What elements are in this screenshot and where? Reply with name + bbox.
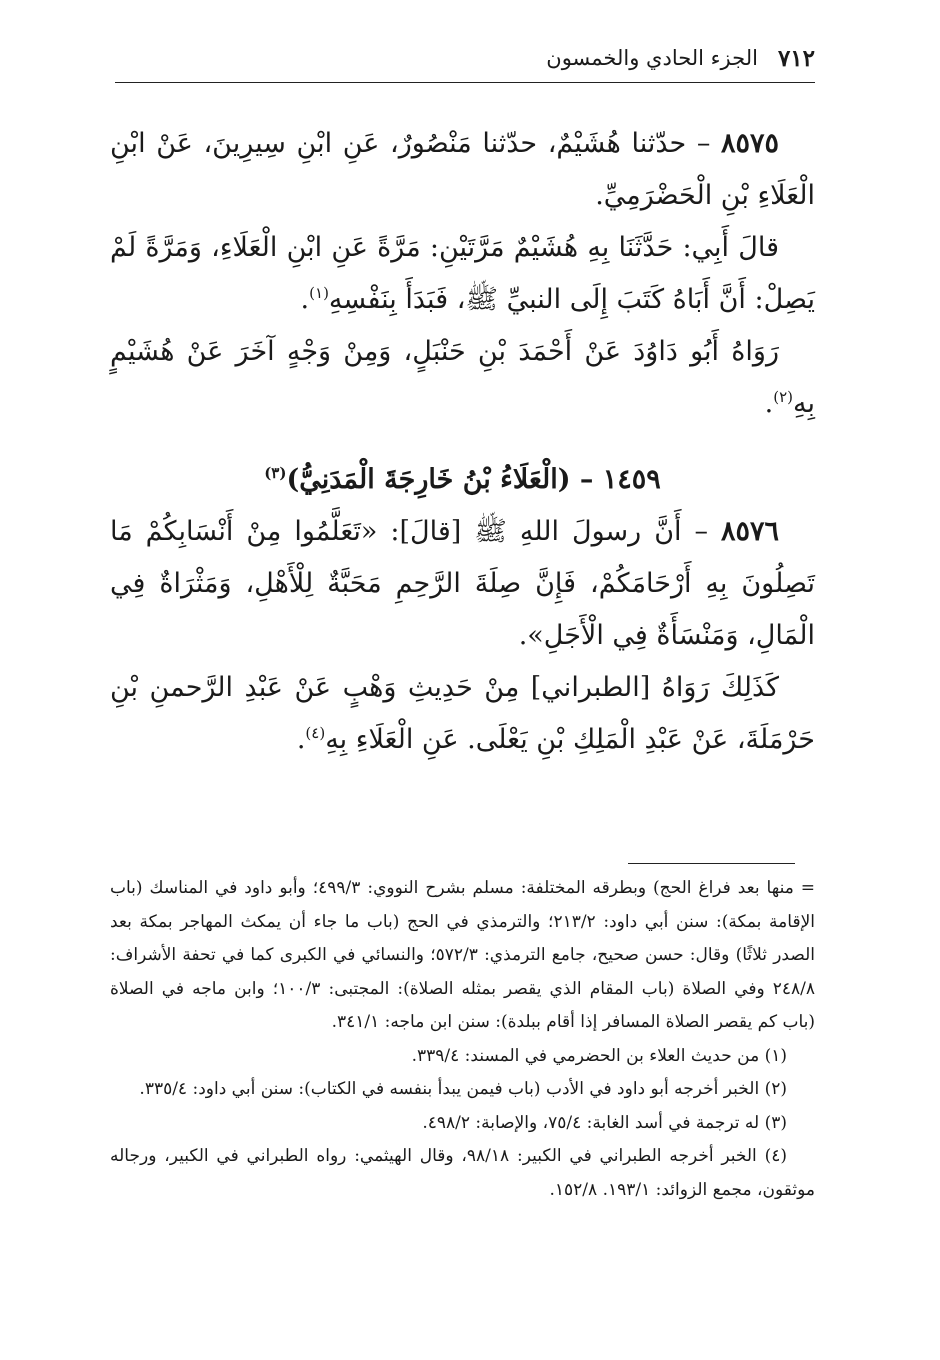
footnote-separator bbox=[628, 863, 795, 864]
header-rule bbox=[115, 82, 815, 83]
narration-text: رَوَاهُ أَبُو دَاوُدَ عَنْ أَحْمَدَ بْنِ حَنْبَلٍ، وَمِنْ وَجْهٍ آخَرَ عَنْ هُشَيْمٍ بِهِ bbox=[110, 336, 815, 419]
footnote-4: (٤) الخبر أخرجه الطبراني في الكبير: ٩٨/١٨، وقال الهيثمي: رواه الطبراني في الكبير، ورجاله موثقون، مجمع الزوائد: ١٩٣/١. ١٥٢/٨. bbox=[110, 1146, 815, 1200]
section-title: – (الْعَلَاءُ بْنُ خَارِجَةَ الْمَدَنِيُّ) bbox=[286, 464, 603, 495]
narration-end: . bbox=[296, 724, 306, 755]
footnote-continuation: = منها بعد فراغ الحج) وبطرقه المختلفة: مسلم بشرح النووي: ٤٩٩/٣؛ وأبو داود في المناسك (باب الإقامة بمكة): سنن أبي داود: ٢١٣/٢؛ والترمذي في الحج (باب ما جاء أن يمكث المهاجر بمكة بعد الصدر ثلاثًا) وقال: حسن صحيح، جامع الترمذي: ٥٧٢/٣؛ والنسائي في الكبرى كما في تحفة الأشراف: ٢٤٨/٨ وفي الصلاة (باب المقام الذي يقصر بمثله الصلاة): المجتبى: ١٠٠/٣؛ وابن ماجه في الصلاة (باب كم يقصر الصلاة المسافر إذا أقام ببلدة): سنن ابن ماجه: ٣٤١/١. bbox=[110, 878, 815, 1032]
footnotes bbox=[110, 872, 815, 1207]
narration-text: كَذَلِكَ رَوَاهُ [الطبراني] مِنْ حَدِيثِ وَهْبٍ عَنْ عَبْدِ الرَّحمنِ بْنِ حَرْمَلَةَ، عَنْ عَبْدِ الْمَلِكِ بْنِ يَعْلَى. عَنِ الْعَلَاءِ بِهِ bbox=[110, 672, 815, 755]
hadith-number: ٨٥٧٦ bbox=[720, 516, 779, 547]
footnote-ref-2: (٢) bbox=[773, 388, 793, 406]
hadith-8575-narration bbox=[110, 326, 815, 430]
main-text bbox=[110, 118, 815, 766]
footnote-1: (١) من حديث العلاء بن الحضرمي في المسند: ٣٣٩/٤. bbox=[411, 1045, 787, 1066]
comment-end: . bbox=[300, 284, 310, 315]
hadith-text: – حدّثنا هُشَيْمٌ، حدّثنا مَنْصُورٌ، عَنِ ابْنِ سِيرِينَ، عَنْ ابْنِ الْعَلَاءِ بْنِ الْحَضْرَمِيِّ. bbox=[110, 128, 815, 211]
footnote-ref-1: (١) bbox=[309, 284, 329, 302]
section-number: ١٤٥٩ bbox=[602, 464, 661, 495]
hadith-8576-narration bbox=[110, 662, 815, 766]
page-number: ٧١٢ bbox=[777, 44, 815, 72]
hadith-number: ٨٥٧٥ bbox=[721, 128, 780, 159]
narration-end: . bbox=[764, 388, 774, 419]
section-heading-1459 bbox=[110, 454, 815, 506]
hadith-text: – أَنَّ رسولَ اللهِ ﷺ [قالَ]: «تَعَلَّمُوا مِنْ أَنْسَابِكُمْ مَا تَصِلُونَ بِهِ أَرْحَامَكُمْ، فَإِنَّ صِلَةَ الرَّحِمِ مَحَبَّةٌ لِلْأَهْلِ، وَمَثْرَاةٌ فِي الْمَالِ، وَمَنْسَأَةٌ فِي الْأَجَلِ». bbox=[110, 516, 815, 651]
hadith-8575-comment bbox=[110, 222, 815, 326]
hadith-8576 bbox=[110, 506, 815, 662]
running-header bbox=[115, 38, 815, 78]
footnote-3: (٣) له ترجمة في أسد الغابة: ٧٥/٤، والإصابة: ٤٩٨/٢. bbox=[422, 1112, 787, 1133]
hadith-8575 bbox=[110, 118, 815, 222]
footnote-2: (٢) الخبر أخرجه أبو داود في الأدب (باب فيمن يبدأ بنفسه في الكتاب): سنن أبي داود: ٣٣٥/٤. bbox=[139, 1079, 787, 1099]
footnote-ref-3: (٣) bbox=[264, 464, 287, 482]
running-title: الجزء الحادي والخمسون bbox=[546, 46, 758, 70]
footnote-ref-4: (٤) bbox=[305, 724, 326, 742]
comment-text: قالَ أَبِي: حَدَّثَنَا بِهِ هُشَيْمٌ مَرَّتَيْنِ: مَرَّةً عَنِ ابْنِ الْعَلَاءِ، وَمَرَّةً لَمْ يَصِلْ: أَنَّ أَبَاهُ كَتَبَ إِلَى النبيِّ ﷺ، فَبَدَأَ بِنَفْسِهِ bbox=[110, 232, 815, 315]
